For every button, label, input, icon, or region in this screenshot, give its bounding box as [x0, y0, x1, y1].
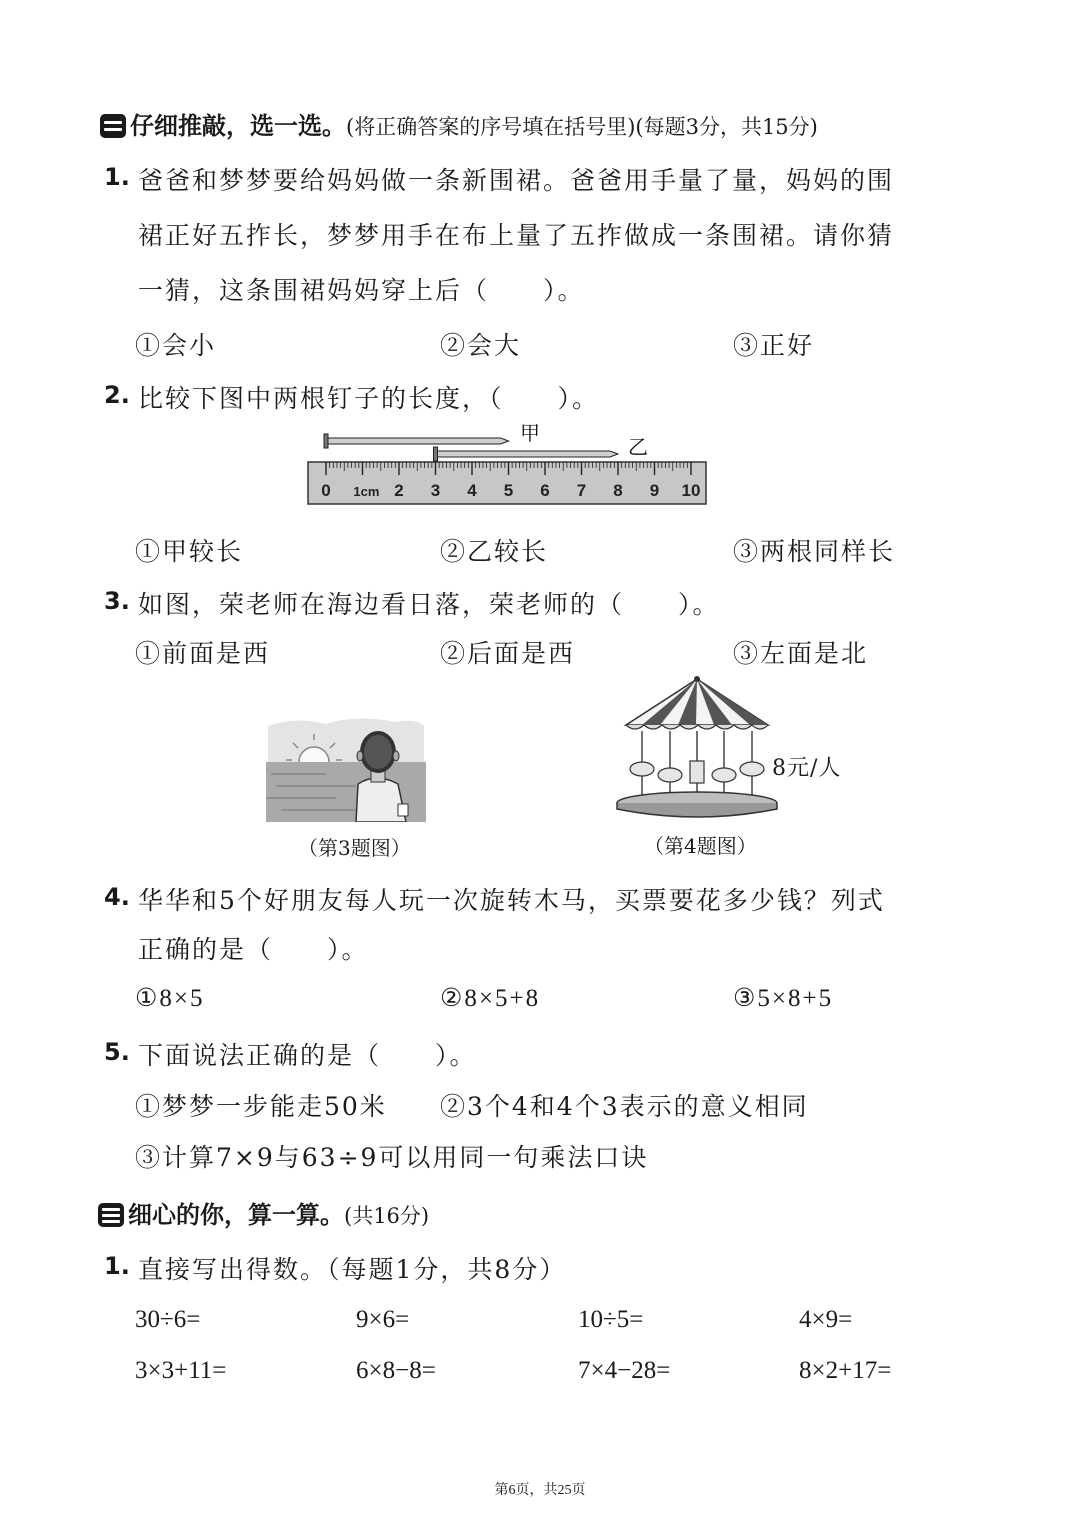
q4-number: 4. — [104, 883, 130, 911]
calc-item: 10÷5= — [578, 1306, 644, 1333]
section-3-title: 细心的你，算一算。 — [128, 1201, 344, 1229]
section-2-title: 仔细推敲，选一选。 — [130, 112, 346, 140]
q1-option-2: ②会大 — [440, 331, 522, 360]
q2-option-1: ①甲较长 — [135, 537, 244, 566]
s3-q1-number: 1. — [104, 1252, 130, 1280]
ruler-tick-label: 2 — [394, 481, 404, 500]
calc-item: 3×3+11= — [135, 1357, 227, 1384]
calc-item: 6×8−8= — [356, 1357, 436, 1384]
nail-a — [324, 434, 509, 448]
nail-b-label: 乙 — [628, 435, 648, 459]
nail-head — [434, 447, 438, 461]
q3-option-1: ①前面是西 — [135, 639, 271, 668]
ruler-figure — [300, 420, 720, 510]
nail-a-label: 甲 — [520, 421, 540, 445]
ruler-tick-label: 8 — [613, 481, 623, 500]
ruler-tick-label: 7 — [576, 481, 587, 500]
section-3-heading — [98, 1195, 429, 1230]
calc-item: 8×2+17= — [799, 1357, 892, 1384]
nail-head — [324, 434, 328, 448]
q2-number: 2. — [104, 381, 130, 409]
nail-b — [434, 447, 619, 461]
carousel-illustration — [612, 675, 782, 820]
q1-option-1: ①会小 — [135, 331, 217, 360]
q4-option-3: ③5×8+5 — [733, 985, 834, 1012]
carousel-horses — [630, 761, 764, 783]
ruler-tick-label: 6 — [540, 481, 550, 500]
section-three-icon — [98, 1203, 124, 1227]
ruler-with-nails — [300, 420, 720, 510]
ruler-tick-label: 5 — [503, 481, 514, 500]
q4-figure-caption: （第4题图） — [644, 834, 757, 858]
calc-item: 9×6= — [356, 1306, 410, 1333]
q1-number: 1. — [104, 163, 130, 191]
q3-number: 3. — [104, 587, 130, 615]
q1-option-3: ③正好 — [733, 331, 815, 360]
q4-option-2: ②8×5+8 — [440, 985, 541, 1012]
q5-option-1: ①梦梦一步能走50米 — [135, 1092, 387, 1121]
q4-line-2: 正确的是（ ）。 — [138, 935, 369, 964]
q1-line-1: 爸爸和梦梦要给妈妈做一条新围裙。爸爸用手量了量，妈妈的围 — [138, 166, 895, 195]
ruler-unit-label: 1cm — [353, 484, 380, 499]
q1-line-2: 裙正好五拃长，梦梦用手在布上量了五拃做成一条围裙。请你猜 — [138, 221, 895, 250]
sunset-illustration — [266, 712, 426, 822]
nail-shaft — [438, 451, 619, 457]
calc-item: 7×4−28= — [578, 1357, 671, 1384]
section-3-note: (共16分) — [344, 1204, 430, 1228]
q3-option-2: ②后面是西 — [440, 639, 576, 668]
q2-option-3: ③两根同样长 — [733, 537, 896, 566]
calc-item: 4×9= — [799, 1306, 853, 1333]
ruler-tick-label: 9 — [649, 481, 660, 500]
section-two-icon — [100, 114, 126, 138]
q5-text: 下面说法正确的是（ ）。 — [138, 1041, 477, 1070]
q3-option-3: ③左面是北 — [733, 639, 869, 668]
s3-q1-text: 直接写出得数。（每题1分，共8分） — [138, 1255, 567, 1284]
q4-line-1: 华华和5个好朋友每人玩一次旋转木马，买票要花多少钱？列式 — [138, 886, 885, 915]
page-number: 第6页，共25页 — [494, 1483, 586, 1498]
q2-option-2: ②乙较长 — [440, 537, 549, 566]
carousel-price: 8元/人 — [772, 756, 842, 781]
section-2-note: (将正确答案的序号填在括号里)(每题3分，共15分) — [346, 115, 818, 139]
ruler-tick-label: 3 — [430, 481, 441, 500]
q3-figure-caption: （第3题图） — [298, 836, 411, 860]
q3-text: 如图，荣老师在海边看日落，荣老师的（ ）。 — [138, 590, 720, 619]
q4-option-1: ①8×5 — [135, 985, 205, 1012]
ruler-tick-label: 4 — [467, 481, 477, 500]
q5-option-2: ②3个4和4个3表示的意义相同 — [440, 1092, 809, 1121]
q1-line-3: 一猜，这条围裙妈妈穿上后（ ）。 — [138, 276, 585, 305]
q5-number: 5. — [104, 1038, 130, 1066]
q2-text: 比较下图中两根钉子的长度，（ ）。 — [138, 384, 600, 413]
q5-option-3: ③计算7×9与63÷9可以用同一句乘法口诀 — [135, 1143, 649, 1172]
nail-shaft — [328, 438, 509, 444]
calc-item: 30÷6= — [135, 1306, 201, 1333]
section-2-heading — [100, 106, 818, 141]
ruler-tick-label: 10 — [681, 481, 701, 500]
ruler-tick-label: 0 — [321, 481, 331, 500]
carousel-canopy — [626, 676, 768, 729]
